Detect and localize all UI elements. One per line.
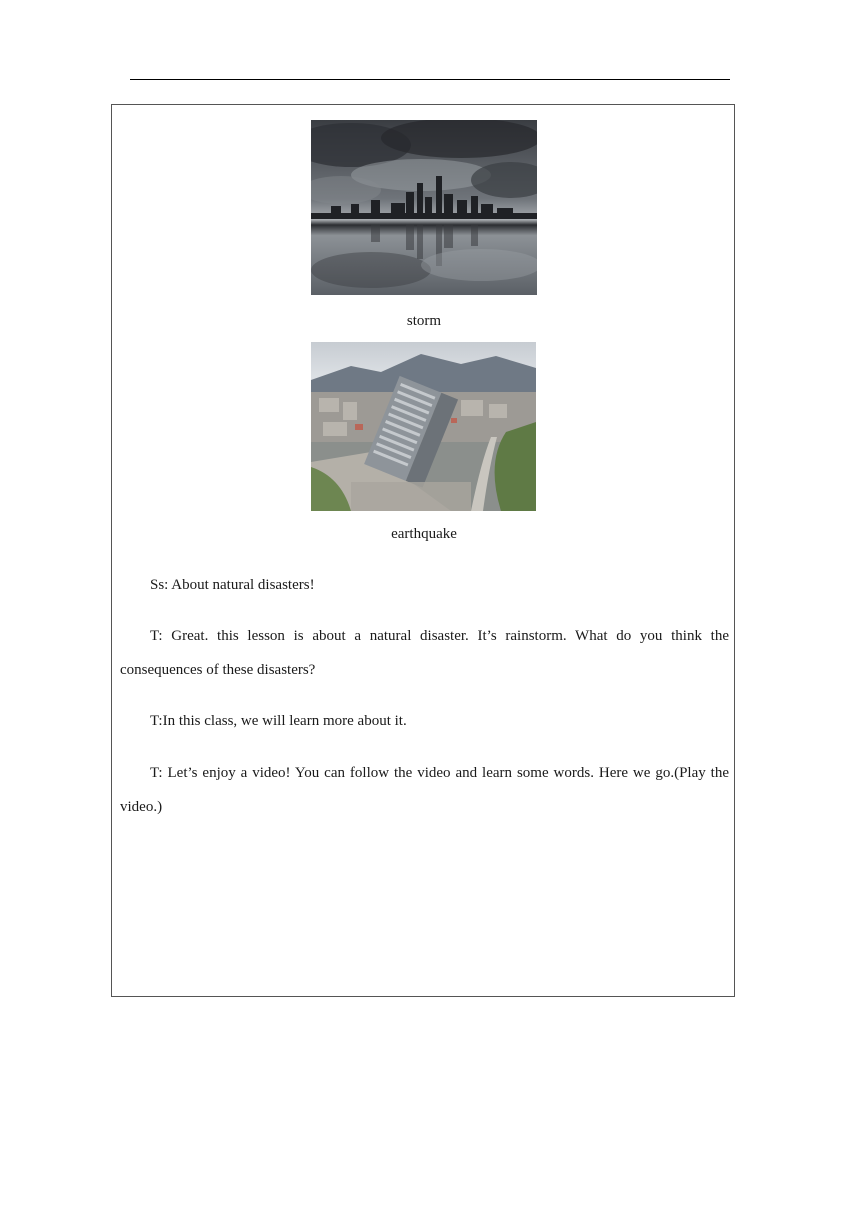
storm-image: [311, 120, 537, 295]
header-rule: [130, 79, 730, 80]
dialogue-line: Ss: About natural disasters!: [150, 577, 315, 593]
storm-caption: storm: [406, 313, 442, 329]
dialogue-line: T: Great. this lesson is about a natural disaster. It’s rainstorm. What do you think the consequences of these disasters?: [120, 628, 729, 678]
earthquake-image: [311, 342, 536, 511]
dialogue-line: T: Let’s enjoy a video! You can follow the video and learn some words. Here we go.(Play the video.): [120, 765, 729, 815]
earthquake-caption: earthquake: [391, 526, 457, 542]
dialogue-line: T:In this class, we will learn more about it.: [150, 713, 407, 729]
lesson-content-box: [111, 104, 735, 997]
